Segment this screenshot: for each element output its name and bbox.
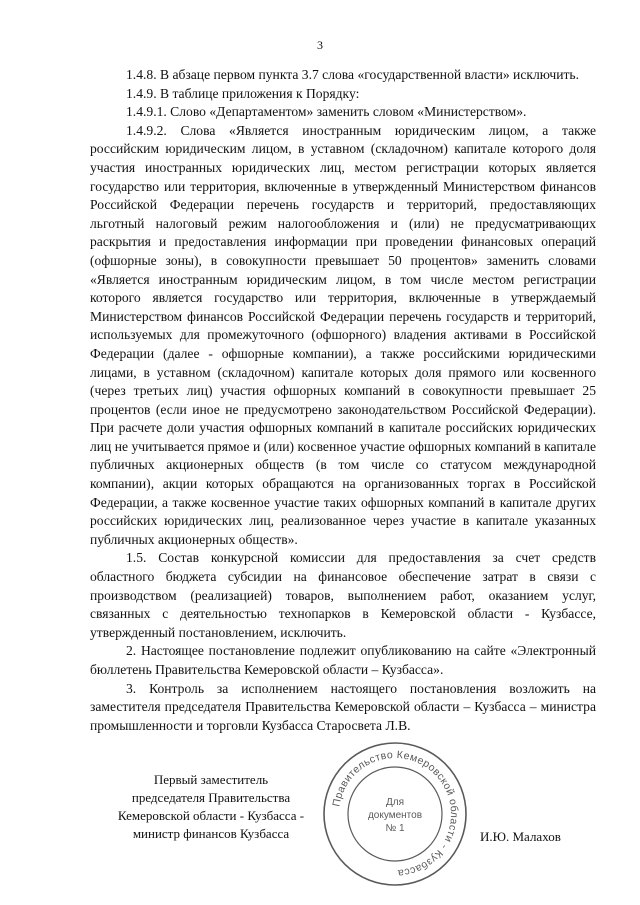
seal-inner-line: документов <box>367 810 423 821</box>
signatory-title-line: председателя Правительства <box>131 790 291 805</box>
signatory-title-line: Кемеровской области - Кузбасса - <box>117 808 305 823</box>
seal-inner-line: № 1 <box>385 823 405 834</box>
paragraph: 1.4.8. В абзаце первом пункта 3.7 слова «государственной власти» исключить. <box>126 67 580 82</box>
signatory-title-line: Первый заместитель <box>153 772 269 787</box>
paragraph: 1.4.9.2. Слова «Является иностранным юридическим лицом, а также российским юридическим лицом, в уставном (складочном) капитале которого доля участия иностранных юридических лиц, местом регистрации которых является государство или территория, включенные в утвержденный Министерством финансов Российской Федерации перечень государств и территорий, предоставляющих льготный налоговый режим налогообложения и (или) не предусматривающих раскрытия и предоставления информации при проведении финансовых операций (офшорные зоны), в совокупности превышает 50 процентов» заменить словами «Является иностранным юридическим лицом, в том числе местом регистрации которого является государство или территория, включенные в утверждаемый Министерством финансов Российской Федерации перечень государств и территорий, используемых для промежуточного (офшорного) владения активами в Российской Федерации (далее - офшорные компании), а также российскими юридическими лицами, в уставном (складочном) капитале которых доля прямого или косвенного (через третьих лиц) участия офшорных компаний в совокупности превышает 25 процентов (если иное не предусмотрено законодательством Российской Федерации). При расчете доли участия офшорных компаний в капитале российских юридических лиц не учитывается прямое и (или) косвенное участие офшорных компаний в капитале публичных акционерных обществ (в том числе со статусом международной компании), акции которых обращаются на организованных торгах в Российской Федерации, а также косвенное участие таких офшорных компаний в капитале других российских юридических лиц, реализованное через участие в капитале указанных публичных акционерных обществ». <box>90 122 596 547</box>
seal-inner-line: Для <box>385 797 405 808</box>
signatory-name: И.Ю. Малахов <box>480 829 561 844</box>
signature-block <box>0 748 640 897</box>
document-body <box>90 66 596 735</box>
paragraph: 1.5. Состав конкурсной комиссии для предоставления за счет средств областного бюджета субсидии на финансовое обеспечение затрат в связи с производством (реализацией) товаров, выполнением работ, оказанием услуг, связанных с деятельностью технопарков в Кемеровской области - Кузбассе, утвержденный постановлением, исключить. <box>90 550 596 640</box>
paragraph: 2. Настоящее постановление подлежит опубликованию на сайте «Электронный бюллетень Правительства Кемеровской области – Кузбасса». <box>90 643 596 677</box>
signatory-title <box>96 771 326 843</box>
seal-outer-text: Правительство Кемеровской области - Кузбасса <box>330 748 461 879</box>
paragraph: 1.4.9. В таблице приложения к Порядку: <box>126 85 360 101</box>
official-seal <box>320 739 470 889</box>
paragraph: 3. Контроль за исполнением настоящего постановления возложить на заместителя председателя Правительства Кемеровской области – Кузбасса – министра промышленности и торговли Кузбасса Старосвета Л.В. <box>90 680 596 733</box>
page-number: 3 <box>317 38 323 52</box>
signatory-title-line: министр финансов Кузбасса <box>132 826 290 841</box>
paragraph: 1.4.9.1. Слово «Департаментом» заменить словом «Министерством». <box>126 104 527 120</box>
